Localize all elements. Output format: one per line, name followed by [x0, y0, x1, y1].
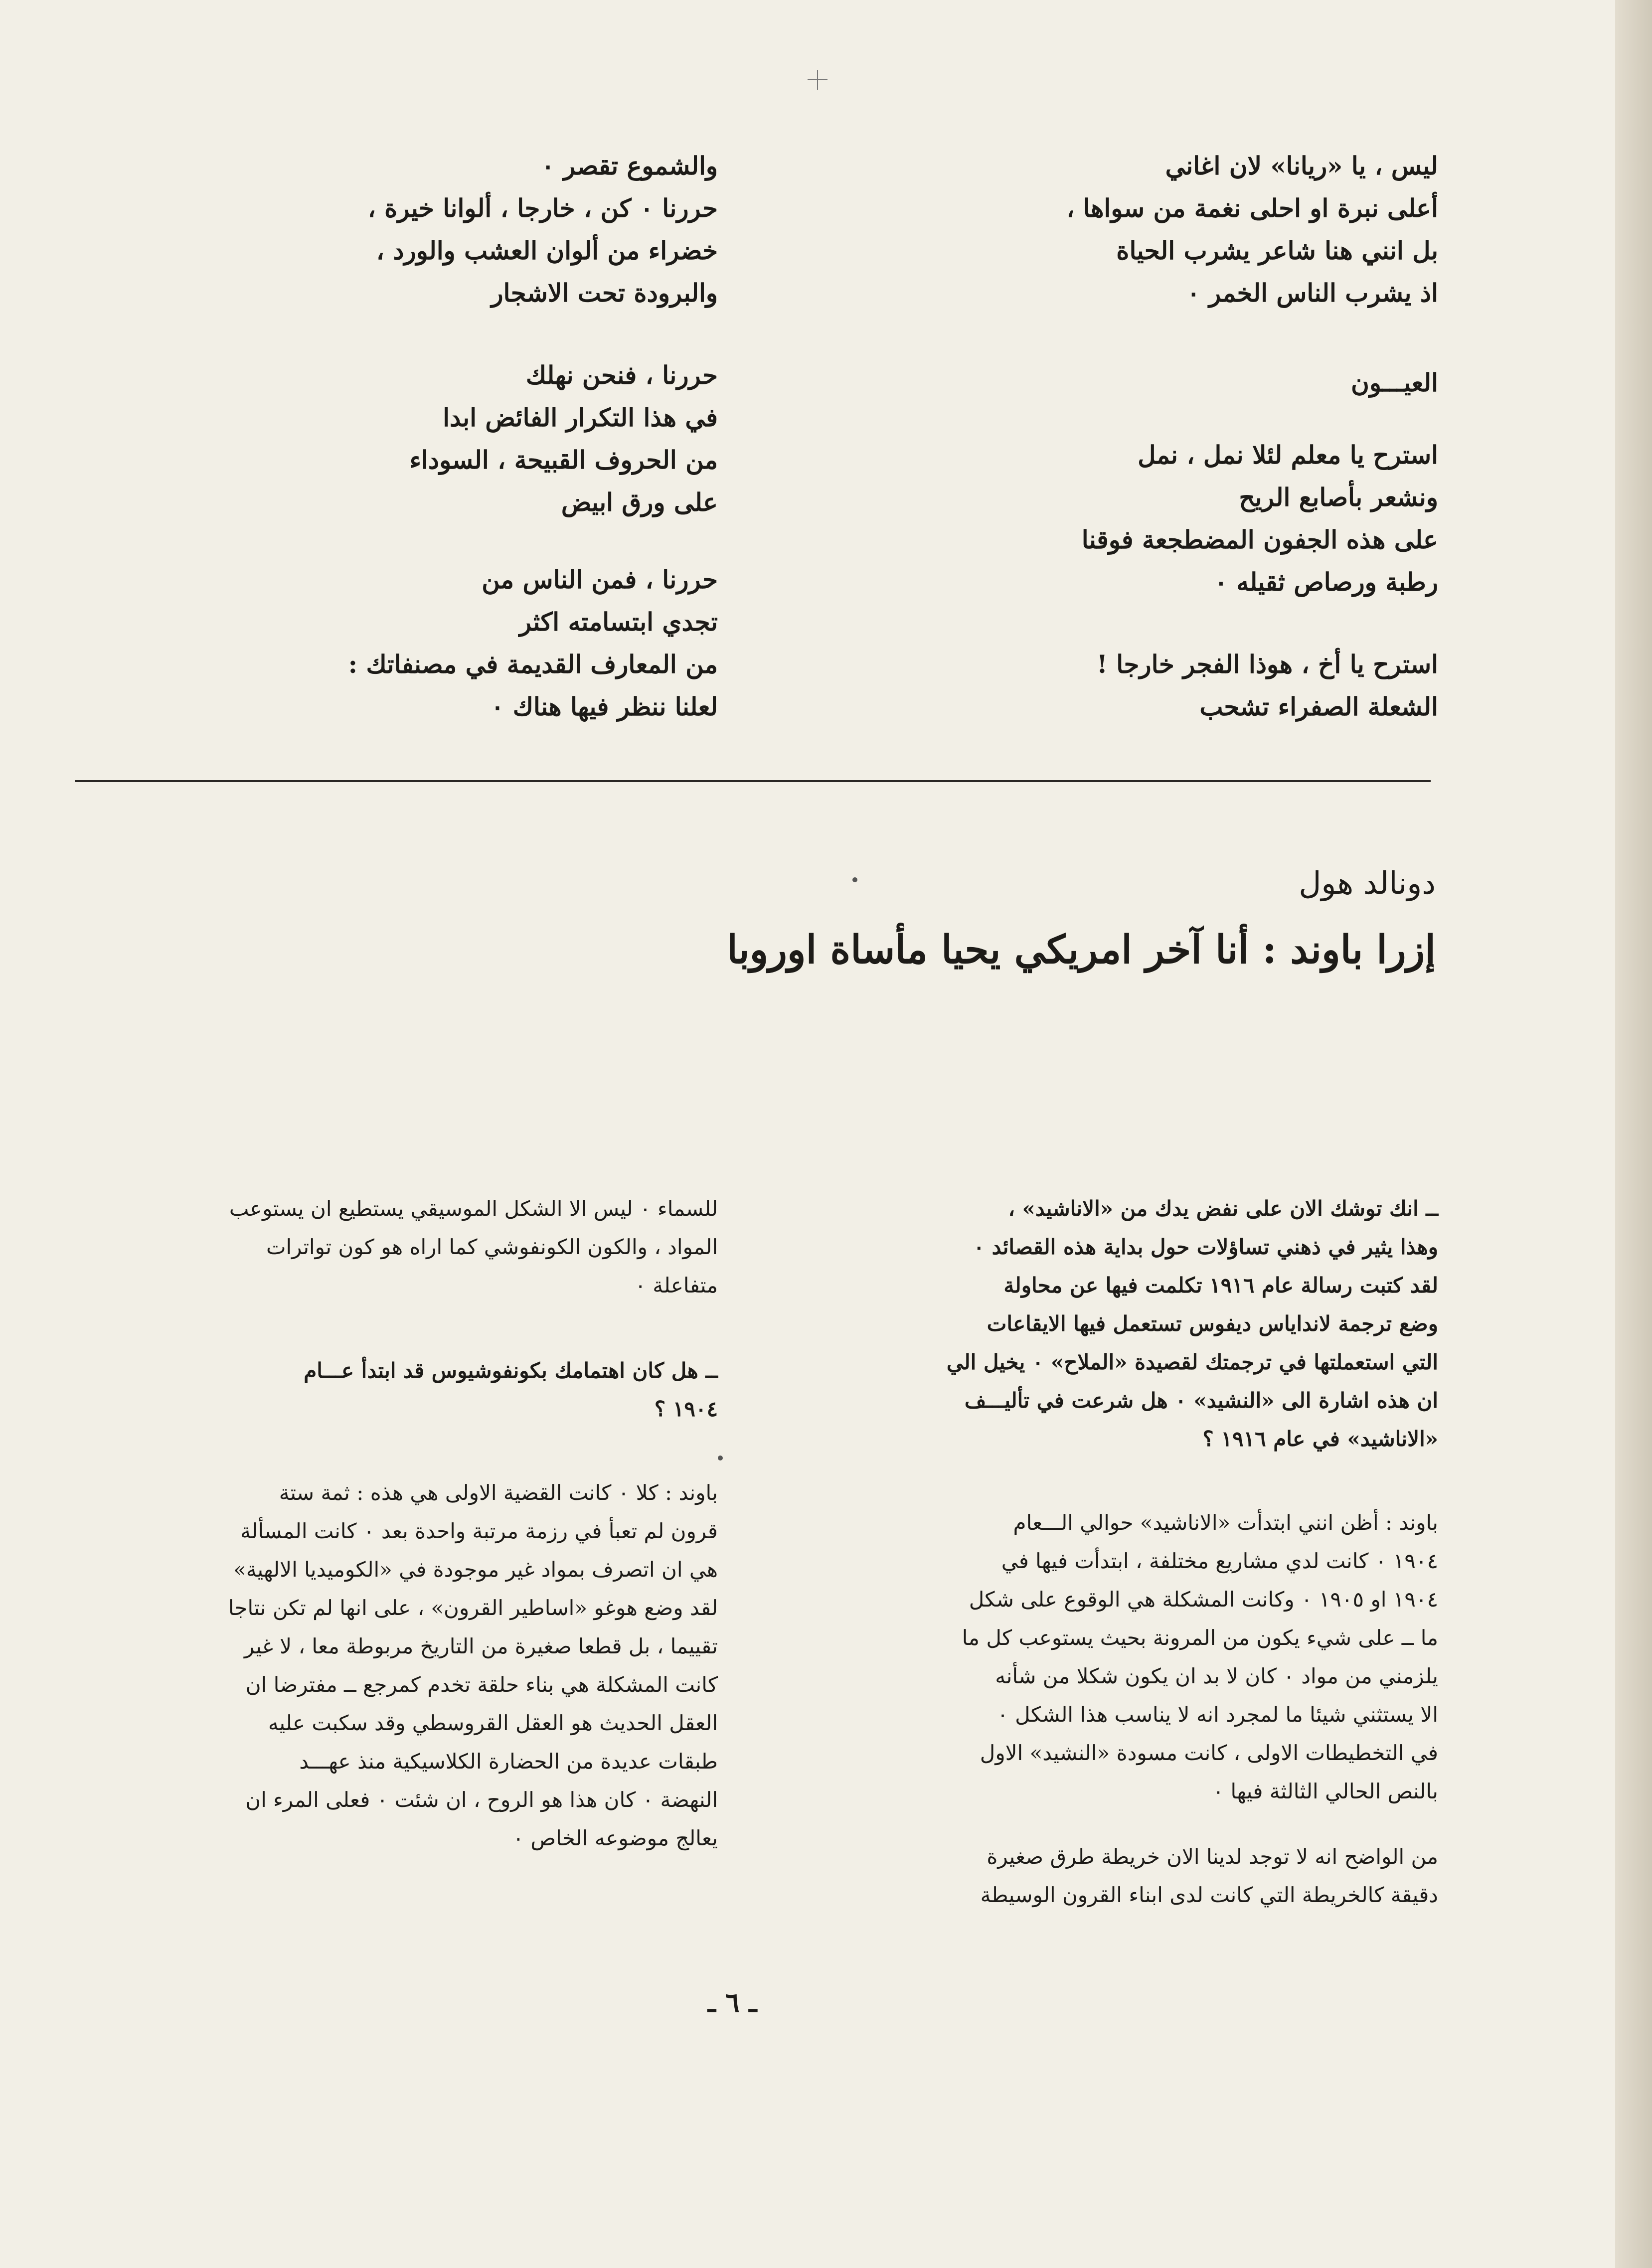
paragraph-line: بالنص الحالي الثالثة فيها ٠ [1212, 1779, 1438, 1803]
paragraph-line: ١٩٠٤ او ١٩٠٥ ٠ وكانت المشكلة هي الوقوع على شكل [969, 1587, 1438, 1612]
paragraph-line: يعالج موضوعه الخاص ٠ [512, 1826, 718, 1850]
poem-line: والشموع تقصر ٠ [541, 151, 718, 180]
poem-line: لعلنا ننظر فيها هناك ٠ [491, 692, 718, 721]
poem-line: والبرودة تحت الاشجار [491, 278, 718, 308]
paragraph-line: يلزمني من مواد ٠ كان لا بد ان يكون شكلا من شأنه [995, 1664, 1438, 1688]
punch-dot [718, 1456, 723, 1460]
paragraph-line: متفاعلة ٠ [635, 1273, 718, 1297]
paragraph-line: لقد كتبت رسالة عام ١٩١٦ تكلمت فيها عن محاولة [1003, 1273, 1438, 1297]
paragraph-line: باوند : أظن انني ابتدأت «الاناشيد» حوالي الـــعام [1013, 1510, 1438, 1535]
paragraph-line: ١٩٠٤ ٠ كانت لدي مشاريع مختلفة ، ابتدأت فيها في [1001, 1549, 1438, 1573]
paragraph-line: ــ انك توشك الان على نفض يدك من «الاناشيد» ، [1008, 1196, 1438, 1221]
paragraph-line: التي استعملتها في ترجمتك لقصيدة «الملاح» ٠ يخيل الي [946, 1350, 1438, 1374]
paragraph-line: النهضة ٠ كان هذا هو الروح ، ان شئت ٠ فعلى المرء ان [245, 1787, 718, 1812]
poem-line: اذ يشرب الناس الخمر ٠ [1186, 278, 1438, 308]
paragraph-line: في التخطيطات الاولى ، كانت مسودة «النشيد» الاول [980, 1741, 1438, 1765]
section-divider [75, 780, 1431, 782]
poem-line: حررنا ، فمن الناس من [482, 565, 718, 594]
poem-line: بل انني هنا شاعر يشرب الحياة [1116, 236, 1438, 265]
paragraph-line: باوند : كلا ٠ كانت القضية الاولى هي هذه : ثمة ستة [279, 1480, 718, 1505]
paragraph-line: طبقات عديدة من الحضارة الكلاسيكية منذ عهـــد [299, 1749, 718, 1774]
paragraph-line: المواد ، والكون الكونفوشي كما اراه هو كون تواترات [266, 1235, 718, 1259]
poem-line: حررنا ، فنحن نهلك [525, 360, 718, 390]
paragraph-line: ما ــ على شيء يكون من المرونة بحيث يستوعب كل ما [962, 1625, 1438, 1650]
page-number: ـ ٦ ـ [708, 1986, 757, 2018]
poem-line: حررنا ٠ كن ، خارجا ، ألوانا خيرة ، [367, 193, 718, 223]
poem-line: من الحروف القبيحة ، السوداء [409, 445, 718, 475]
poem-line: استرح يا معلم لئلا نمل ، نمل [1138, 440, 1438, 470]
paragraph-line: قرون لم تعبأ في رزمة مرتبة واحدة بعد ٠ كانت المسألة [240, 1519, 718, 1543]
paragraph-line: ١٩٠٤ ؟ [654, 1397, 718, 1421]
poem-line: في هذا التكرار الفائض ابدا [443, 403, 718, 432]
paragraph-line: الا يستثني شيئا ما لمجرد انه لا يناسب هذا الشكل ٠ [997, 1702, 1438, 1727]
paragraph-line: «الاناشيد» في عام ١٩١٦ ؟ [1202, 1427, 1438, 1451]
poem-line: على ورق ابيض [561, 487, 718, 517]
paragraph-line: كانت المشكلة هي بناء حلقة تخدم كمرجع ــ مفترضا ان [245, 1672, 718, 1697]
poem-line: من المعارف القديمة في مصنفاتك : [348, 649, 718, 679]
poem-line: ونشعر بأصابع الريح [1239, 483, 1438, 512]
poem-line: ليس ، يا «ريانا» لان اغاني [1165, 151, 1438, 180]
paragraph-line: العقل الحديث هو العقل القروسطي وقد سكبت عليه [268, 1711, 718, 1735]
punch-dot [852, 877, 857, 882]
poem-section-heading: العيـــون [1351, 368, 1438, 397]
paragraph-line: ــ هل كان اهتمامك بكونفوشيوس قد ابتدأ عـــام [304, 1358, 718, 1383]
poem-line: خضراء من ألوان العشب والورد ، [376, 236, 718, 265]
poem-line: رطبة ورصاص ثقيله ٠ [1214, 567, 1438, 597]
paragraph-line: من الواضح انه لا توجد لدينا الان خريطة طرق صغيرة [987, 1844, 1438, 1869]
poem-line: على هذه الجفون المضطجعة فوقنا [1081, 525, 1438, 554]
paragraph-line: ان هذه اشارة الى «النشيد» ٠ هل شرعت في تأليـــف [964, 1388, 1438, 1413]
paragraph-line: لقد وضع هوغو «اساطير القرون» ، على انها لم تكن نتاجا [228, 1596, 718, 1620]
paragraph-line: وهذا يثير في ذهني تساؤلات حول بداية هذه القصائد ٠ [973, 1235, 1438, 1259]
paragraph-line: هي ان اتصرف بمواد غير موجودة في «الكوميديا الالهية» [233, 1557, 718, 1582]
paragraph-line: تقييما ، بل قطعا صغيرة من التاريخ مربوطة معا ، لا غير [244, 1634, 718, 1658]
paragraph-line: للسماء ٠ ليس الا الشكل الموسيقي يستطيع ان يستوعب [229, 1196, 718, 1221]
poem-line: أعلى نبرة او احلى نغمة من سواها ، [1066, 193, 1438, 223]
paper-edge [1615, 0, 1652, 2268]
article-author: دونالد هول [1299, 865, 1436, 901]
poem-line: استرح يا أخ ، هوذا الفجر خارجا ! [1096, 649, 1438, 679]
poem-line: تجدي ابتسامته اكثر [519, 607, 718, 637]
paragraph-line: وضع ترجمة لانداياس ديفوس تستعمل فيها الايقاعات [987, 1311, 1438, 1336]
paragraph-line: دقيقة كالخريطة التي كانت لدى ابناء القرون الوسيطة [980, 1883, 1438, 1907]
poem-line: الشعلة الصفراء تشحب [1199, 692, 1438, 721]
registration-mark [808, 70, 827, 90]
article-title: إزرا باوند : أنا آخر امريكي يحيا مأساة اوروبا [727, 927, 1436, 972]
